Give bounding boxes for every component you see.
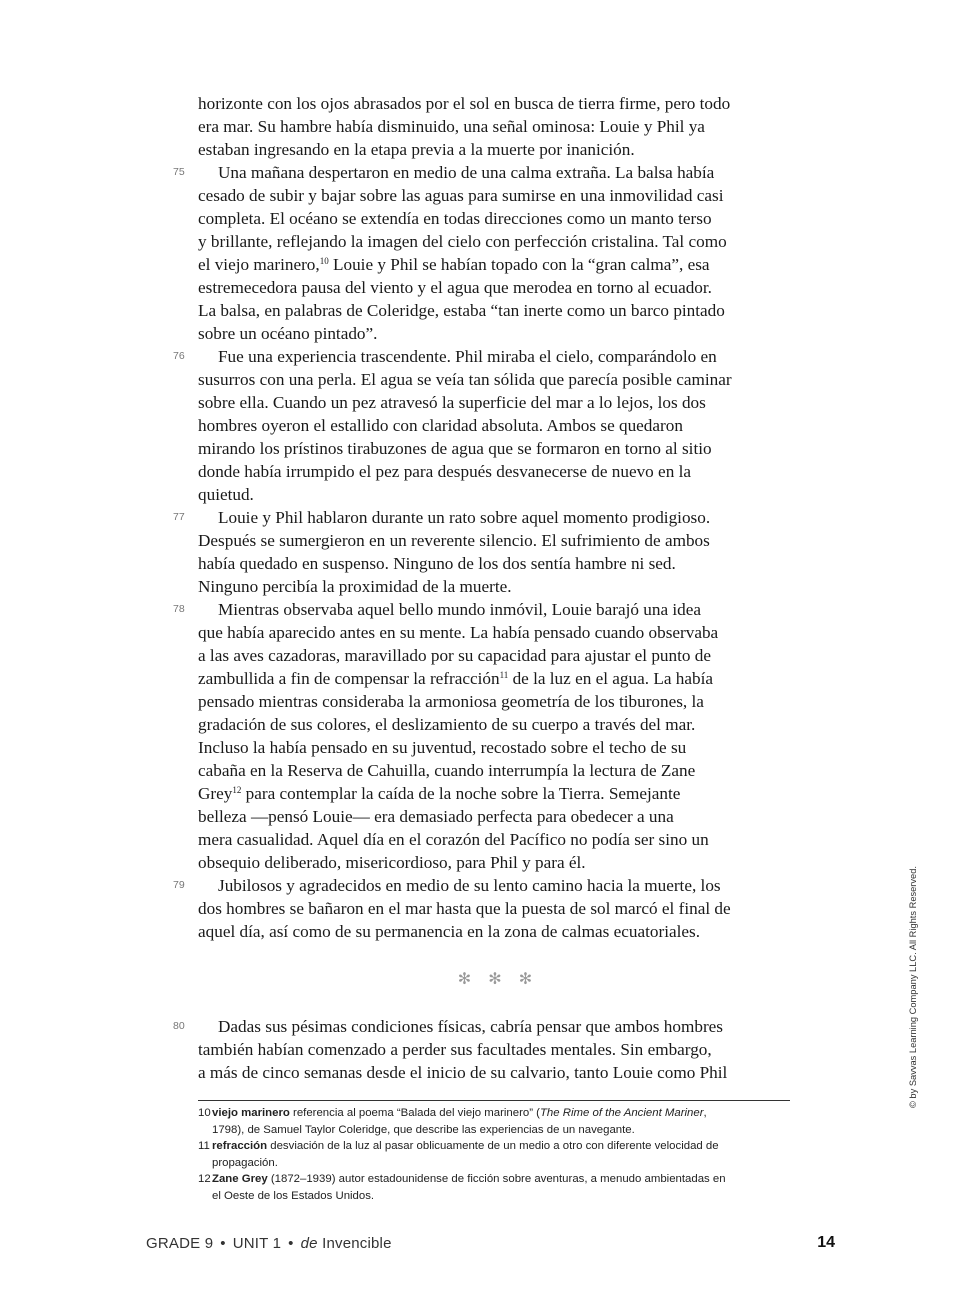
text-line: completa. El océano se extendía en todas direcciones como un manto terso bbox=[198, 209, 712, 228]
footnote-italic-title: The Rime of the Ancient Mariner bbox=[539, 1107, 704, 1119]
text-line: Ninguno percibía la proximidad de la muerte. bbox=[198, 577, 512, 596]
text-line: a más de cinco semanas desde el inicio de su calvario, tanto Louie como Phil bbox=[198, 1063, 728, 1082]
footer-source-prefix: de bbox=[300, 1235, 318, 1252]
text-line: aquel día, así como de su permanencia en la zona de calmas ecuatoriales. bbox=[198, 922, 701, 941]
text-line: era mar. Su hambre había disminuido, una señal ominosa: Louie y Phil ya bbox=[198, 117, 705, 136]
page-number: 14 bbox=[817, 1234, 835, 1251]
text-line: horizonte con los ojos abrasados por el sol en busca de tierra firme, pero todo bbox=[198, 94, 731, 113]
paragraph-80 bbox=[173, 1015, 728, 1084]
text-line: dos hombres se bañaron en el mar hasta que la puesta de sol marcó el final de bbox=[198, 899, 731, 918]
copyright-notice: © by Savvas Learning Company LLC. All Rights Reserved. bbox=[908, 866, 918, 1108]
text-line: que había aparecido antes en su mente. La había pensado cuando observaba bbox=[198, 623, 719, 642]
text-line: cabaña en la Reserva de Cahuilla, cuando interrumpía la lectura de Zane bbox=[198, 761, 696, 780]
footnote-text: propagación. bbox=[212, 1156, 278, 1169]
text-line: había quedado en suspenso. Ninguno de los dos sentía hambre ni sed. bbox=[198, 554, 676, 573]
footnote-term: Zane Grey bbox=[212, 1173, 268, 1185]
text-line: La balsa, en palabras de Coleridge, estaba “tan inerte como un barco pintado bbox=[198, 301, 725, 320]
footer-source-title: Invencible bbox=[322, 1235, 392, 1252]
text-line: mirando los prístinos tirabuzones de agua que se formaron en torno al sitio bbox=[198, 439, 712, 458]
paragraph-78 bbox=[173, 598, 798, 874]
paragraph-number: 79 bbox=[173, 879, 185, 891]
footnote-ref: 11 bbox=[499, 670, 509, 680]
footer-grade: GRADE 9 bbox=[146, 1235, 214, 1252]
footnote-ref: 12 bbox=[232, 785, 242, 795]
paragraph-number: 76 bbox=[173, 350, 185, 362]
text-line: Jubilosos y agradecidos en medio de su lento camino hacia la muerte, los bbox=[218, 876, 721, 895]
text-line: Mientras observaba aquel bello mundo inmóvil, Louie barajó una idea bbox=[218, 600, 702, 619]
text-line: Grey$^{12}$ para contemplar la caída de la noche sobre la Tierra. Semejante bbox=[198, 784, 681, 803]
footnote-text: , bbox=[703, 1107, 707, 1119]
paragraph-number: 77 bbox=[173, 511, 185, 523]
footnote-text: (1872–1939) autor estadounidense de ficción sobre aventuras, a menudo ambientadas en bbox=[267, 1173, 726, 1185]
text-line: Fue una experiencia trascendente. Phil miraba el cielo, comparándolo en bbox=[218, 347, 717, 366]
footnote-10 bbox=[198, 1105, 798, 1138]
footnote-number: 12 bbox=[198, 1173, 211, 1185]
footnote-text: 1798), de Samuel Taylor Coleridge, que describe las experiencias de un navegante. bbox=[212, 1123, 635, 1136]
paragraph-number: 80 bbox=[173, 1020, 185, 1032]
page-footer bbox=[146, 1235, 392, 1252]
text-line: sobre un océano pintado”. bbox=[198, 324, 378, 343]
paragraph-76 bbox=[173, 345, 798, 506]
paragraph-79 bbox=[173, 874, 798, 943]
paragraph-number: 78 bbox=[173, 603, 185, 615]
text-line: y brillante, reflejando la imagen del cielo con perfección cristalina. Tal como bbox=[198, 232, 727, 251]
text-line: también habían comenzado a perder sus facultades mentales. Sin embargo, bbox=[198, 1040, 712, 1059]
text-line: Después se sumergieron en un reverente silencio. El sufrimiento de ambos bbox=[198, 531, 710, 550]
text-line: estaban ingresando en la etapa previa a la muerte por inanición. bbox=[198, 140, 635, 159]
text-line: Dadas sus pésimas condiciones físicas, cabría pensar que ambos hombres bbox=[218, 1017, 723, 1036]
footer-unit: UNIT 1 bbox=[232, 1235, 282, 1252]
text-line: cesado de subir y bajar sobre las aguas para sumirse en una inmovilidad casi bbox=[198, 186, 724, 205]
text-line: quietud. bbox=[198, 485, 254, 504]
text-line: estremecedora pausa del viento y el agua que merodea en torno al ecuador. bbox=[198, 278, 712, 297]
footnote-text: desviación de la luz al pasar oblicuamente de un medio a otro con diferente velocidad de bbox=[267, 1140, 719, 1152]
footnote-number: 10 bbox=[198, 1107, 211, 1119]
paragraph-77 bbox=[173, 506, 798, 598]
text-line: el viejo marinero,$^{10}$ Louie y Phil se habían topado con la “gran calma”, esa bbox=[198, 255, 710, 274]
text-line: Incluso la había pensado en su juventud, recostado sobre el techo de su bbox=[198, 738, 687, 757]
paragraph-continued bbox=[198, 92, 798, 161]
section-break: ✻ ✻ ✻ bbox=[457, 969, 539, 988]
text-line: donde había irrumpido el pez para después desvanecerse de nuevo en la bbox=[198, 462, 691, 481]
text-line: susurros con una perla. El agua se veía tan sólida que parecía posible caminar bbox=[198, 370, 732, 389]
text-line: gradación de sus colores, el deslizamiento de su cuerpo a través del mar. bbox=[198, 715, 696, 734]
footnote-text: el Oeste de los Estados Unidos. bbox=[212, 1189, 375, 1202]
text-line: sobre ella. Cuando un pez atravesó la superficie del mar a lo lejos, los dos bbox=[198, 393, 706, 412]
footer-bullet: • bbox=[288, 1235, 294, 1252]
footnote-11 bbox=[198, 1138, 798, 1171]
text-line: Louie y Phil hablaron durante un rato sobre aquel momento prodigioso. bbox=[218, 508, 711, 527]
footnote-ref: 10 bbox=[319, 256, 329, 266]
footnote-term: refracción bbox=[212, 1140, 268, 1152]
footnotes bbox=[198, 1105, 798, 1204]
text-line: zambullida a fin de compensar la refracción$^{11}$ de la luz en el agua. La había bbox=[198, 669, 713, 688]
footer-bullet: • bbox=[220, 1235, 226, 1252]
text-line: hombres oyeron el estallido con claridad absoluta. Ambos se quedaron bbox=[198, 416, 683, 435]
footnote-number: 11 bbox=[198, 1140, 210, 1152]
footnote-divider bbox=[198, 1100, 790, 1101]
text-line: belleza —pensó Louie— era demasiado perfecta para obedecer a una bbox=[198, 807, 674, 826]
paragraph-75 bbox=[173, 161, 798, 345]
text-line: Una mañana despertaron en medio de una calma extraña. La balsa había bbox=[218, 163, 715, 182]
paragraph-number: 75 bbox=[173, 166, 185, 178]
text-line: mera casualidad. Aquel día en el corazón del Pacífico no podía ser sino un bbox=[198, 830, 709, 849]
text-line: pensado mientras consideraba la armoniosa geometría de los tiburones, la bbox=[198, 692, 704, 711]
footnote-12 bbox=[198, 1171, 798, 1204]
text-line: obsequio deliberado, misericordioso, para Phil y para él. bbox=[198, 853, 586, 872]
body-text bbox=[173, 92, 798, 1082]
footnote-text: referencia al poema “Balada del viejo marinero” ( bbox=[289, 1107, 540, 1119]
footnote-term: viejo marinero bbox=[212, 1107, 290, 1119]
text-line: a las aves cazadoras, maravillado por su capacidad para ajustar el punto de bbox=[198, 646, 712, 665]
